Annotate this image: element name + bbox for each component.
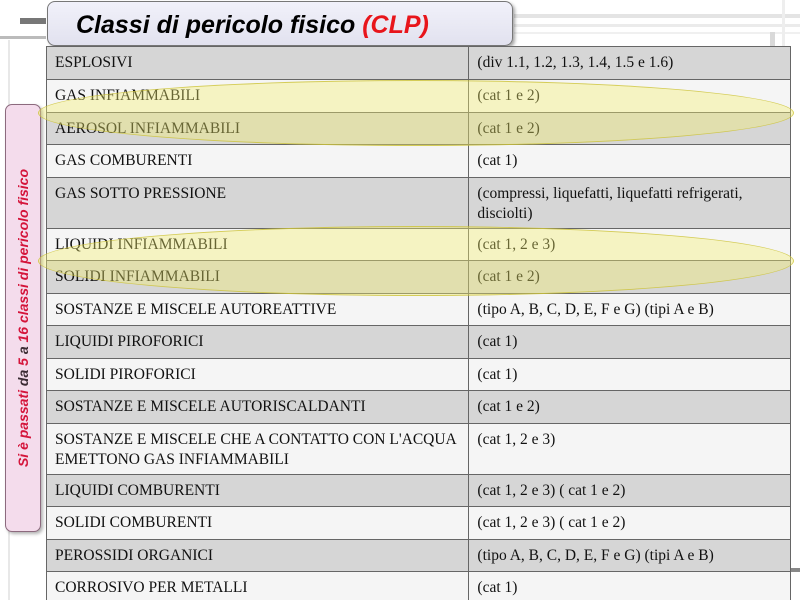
table-row	[47, 294, 791, 326]
table-row	[47, 261, 791, 294]
side-label	[15, 169, 31, 467]
hazard-class-name: SOSTANZE E MISCELE AUTOREATTIVE	[47, 294, 469, 325]
hazard-class-name: PEROSSIDI ORGANICI	[47, 540, 469, 571]
decorative-stripe	[514, 14, 800, 18]
side-label-part: Si è passati	[15, 386, 31, 468]
hazard-class-category: (tipo A, B, C, D, E, F e G) (tipi A e B)	[469, 540, 791, 571]
side-label-part: da	[15, 365, 31, 387]
table-row	[47, 507, 791, 540]
hazard-class-category: (cat 1 e 2)	[469, 113, 791, 144]
decorative-stripe	[514, 32, 800, 34]
hazard-class-name: SOSTANZE E MISCELE CHE A CONTATTO CON L'ACQUA EMETTONO GAS INFIAMMABILI	[47, 424, 469, 474]
hazard-class-name: GAS INFIAMMABILI	[47, 80, 469, 112]
side-label-part: 5	[15, 354, 31, 366]
hazard-class-category: (cat 1 e 2)	[469, 261, 791, 293]
table-row	[47, 359, 791, 391]
hazard-class-name: LIQUIDI COMBURENTI	[47, 475, 469, 506]
decorative-stripe	[514, 24, 800, 27]
title-accent: (CLP)	[362, 11, 429, 39]
table-row	[47, 572, 791, 600]
hazard-class-category: (compressi, liquefatti, liquefatti refrigerati, disciolti)	[469, 178, 791, 228]
table-row	[47, 47, 791, 80]
hazard-class-name: SOLIDI COMBURENTI	[47, 507, 469, 539]
hazard-class-name: ESPLOSIVI	[47, 47, 469, 79]
table-row	[47, 540, 791, 572]
side-label-part: a	[15, 342, 31, 355]
hazard-class-category: (cat 1, 2 e 3)	[469, 229, 791, 260]
table-row	[47, 326, 791, 359]
hazard-class-category: (cat 1, 2 e 3) ( cat 1 e 2)	[469, 475, 791, 506]
table-row	[47, 145, 791, 178]
table-row	[47, 391, 791, 424]
hazard-class-category: (div 1.1, 1.2, 1.3, 1.4, 1.5 e 1.6)	[469, 47, 791, 79]
table-row	[47, 475, 791, 507]
hazard-class-name: SOLIDI INFIAMMABILI	[47, 261, 469, 293]
table-row	[47, 424, 791, 475]
hazard-class-category: (cat 1, 2 e 3) ( cat 1 e 2)	[469, 507, 791, 539]
hazard-class-category: (cat 1, 2 e 3)	[469, 424, 791, 474]
table-row	[47, 229, 791, 261]
table-row	[47, 113, 791, 145]
side-label-box	[5, 104, 41, 532]
hazard-class-name: CORROSIVO PER METALLI	[47, 572, 469, 600]
hazard-class-category: (cat 1 e 2)	[469, 391, 791, 423]
hazard-class-name: SOLIDI PIROFORICI	[47, 359, 469, 390]
hazard-class-category: (cat 1)	[469, 326, 791, 358]
hazard-class-name: LIQUIDI PIROFORICI	[47, 326, 469, 358]
hazard-class-name: AEROSOL INFIAMMABILI	[47, 113, 469, 144]
hazard-class-name: GAS COMBURENTI	[47, 145, 469, 177]
hazard-class-name: LIQUIDI INFIAMMABILI	[47, 229, 469, 260]
title-text: Classi di pericolo fisico	[76, 11, 363, 39]
hazard-class-category: (tipo A, B, C, D, E, F e G) (tipi A e B)	[469, 294, 791, 325]
hazard-class-category: (cat 1)	[469, 572, 791, 600]
table-row	[47, 80, 791, 113]
hazard-class-name: SOSTANZE E MISCELE AUTORISCALDANTI	[47, 391, 469, 423]
decorative-bar	[0, 36, 46, 39]
hazard-class-category: (cat 1 e 2)	[469, 80, 791, 112]
hazard-class-name: GAS SOTTO PRESSIONE	[47, 178, 469, 228]
hazard-class-category: (cat 1)	[469, 359, 791, 390]
hazard-class-table	[46, 46, 791, 600]
side-label-part: 16 classi di pericolo fisico	[15, 168, 31, 343]
decorative-bar	[20, 18, 46, 24]
hazard-class-category: (cat 1)	[469, 145, 791, 177]
slide-title	[47, 1, 513, 46]
table-row	[47, 178, 791, 229]
